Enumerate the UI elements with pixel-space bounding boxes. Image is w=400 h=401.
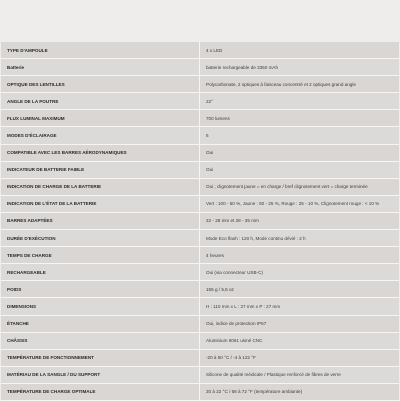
spec-label: RECHARGEABLE	[1, 264, 200, 281]
table-row	[1, 247, 399, 264]
spec-label: OPTIQUE DES LENTILLES	[1, 76, 200, 93]
table-row	[1, 349, 399, 366]
table-row	[1, 110, 399, 127]
spec-value: Silicone de qualité médicale / Plastique renforcé de fibres de verre	[200, 366, 400, 383]
spec-value: H : 110 mm x L : 27 mm x P : 27 mm	[200, 298, 400, 315]
spec-value: -20 à 50 °C / -4 à 122 °F	[200, 349, 400, 366]
table-row	[1, 195, 399, 212]
spec-value: 6	[200, 127, 400, 144]
spec-value: 700 lumens	[200, 110, 400, 127]
table-row	[1, 42, 399, 59]
table-row	[1, 59, 399, 76]
spec-table	[1, 42, 399, 401]
spec-value: 20 à 22 °C / 68 à 72 °F (température ambiante)	[200, 383, 400, 400]
spec-label: BARRES ADAPTÉES	[1, 212, 200, 229]
spec-table-body	[1, 42, 399, 400]
spec-value: Oui (via connecteur USB-C)	[200, 264, 400, 281]
spec-label: ANGLE DE LA POUTRE	[1, 93, 200, 110]
spec-label: POIDS	[1, 281, 200, 298]
table-row	[1, 161, 399, 178]
spec-label: FLUX LUMINAL MAXIMUM	[1, 110, 200, 127]
table-row	[1, 298, 399, 315]
spec-label: TEMPÉRATURE DE FONCTIONNEMENT	[1, 349, 200, 366]
table-row	[1, 212, 399, 229]
table-row	[1, 366, 399, 383]
spec-label: Batterie	[1, 59, 200, 76]
spec-label: COMPATIBLE AVEC LES BARRES AÉRODYNAMIQUES	[1, 144, 200, 161]
spec-value: Oui ; clignotement jaune = en charge / bref clignotement vert = charge terminée	[200, 178, 400, 195]
table-row	[1, 383, 399, 400]
spec-value: Vert : 100 - 50 %, Jaune : 50 - 25 %, Rouge : 25 - 10 %, Clignotement rouge : < 10 %	[200, 195, 400, 212]
spec-value: 22 - 28 mm et 28 - 35 mm	[200, 212, 400, 229]
spec-label: DURÉE D'EXÉCUTION	[1, 230, 200, 247]
spec-label: INDICATEUR DE BATTERIE FAIBLE	[1, 161, 200, 178]
spec-value: Oui, indice de protection IP67	[200, 315, 400, 332]
spec-label: ÉTANCHE	[1, 315, 200, 332]
table-row	[1, 178, 399, 195]
spec-label: INDICATION DE L'ÉTAT DE LA BATTERIE	[1, 195, 200, 212]
spec-label: MODES D'ÉCLAIRAGE	[1, 127, 200, 144]
table-row	[1, 332, 399, 349]
table-row	[1, 230, 399, 247]
spec-label: INDICATION DE CHARGE DE LA BATTERIE	[1, 178, 200, 195]
spec-label: TYPE D'AMPOULE	[1, 42, 200, 59]
spec-value: Oui	[200, 144, 400, 161]
spec-value: Aluminium 6061 usiné CNC	[200, 332, 400, 349]
spec-label: CHÂSSIS	[1, 332, 200, 349]
spec-label: TEMPÉRATURE DE CHARGE OPTIMALE	[1, 383, 200, 400]
spec-value: Oui	[200, 161, 400, 178]
table-row	[1, 264, 399, 281]
table-row	[1, 93, 399, 110]
spec-label: MATÉRIAU DE LA SANGLE / DU SUPPORT	[1, 366, 200, 383]
spec-value: 4 x LED	[200, 42, 400, 59]
spec-value: batterie rechargeable de 3350 mAh	[200, 59, 400, 76]
table-row	[1, 127, 399, 144]
table-row	[1, 144, 399, 161]
spec-label: DIMENSIONS	[1, 298, 200, 315]
spec-label: TEMPS DE CHARGE	[1, 247, 200, 264]
table-row	[1, 315, 399, 332]
spec-value: 22°	[200, 93, 400, 110]
table-row	[1, 76, 399, 93]
spec-value: Mode Eco flash : 120 h, Mode continu dévié : 2 h	[200, 230, 400, 247]
spec-value: 155 g / 5,5 oz	[200, 281, 400, 298]
spec-value: Polycarbonate, 2 optiques à faisceau concentré et 2 optiques grand angle	[200, 76, 400, 93]
spec-value: 4 heures	[200, 247, 400, 264]
table-row	[1, 281, 399, 298]
